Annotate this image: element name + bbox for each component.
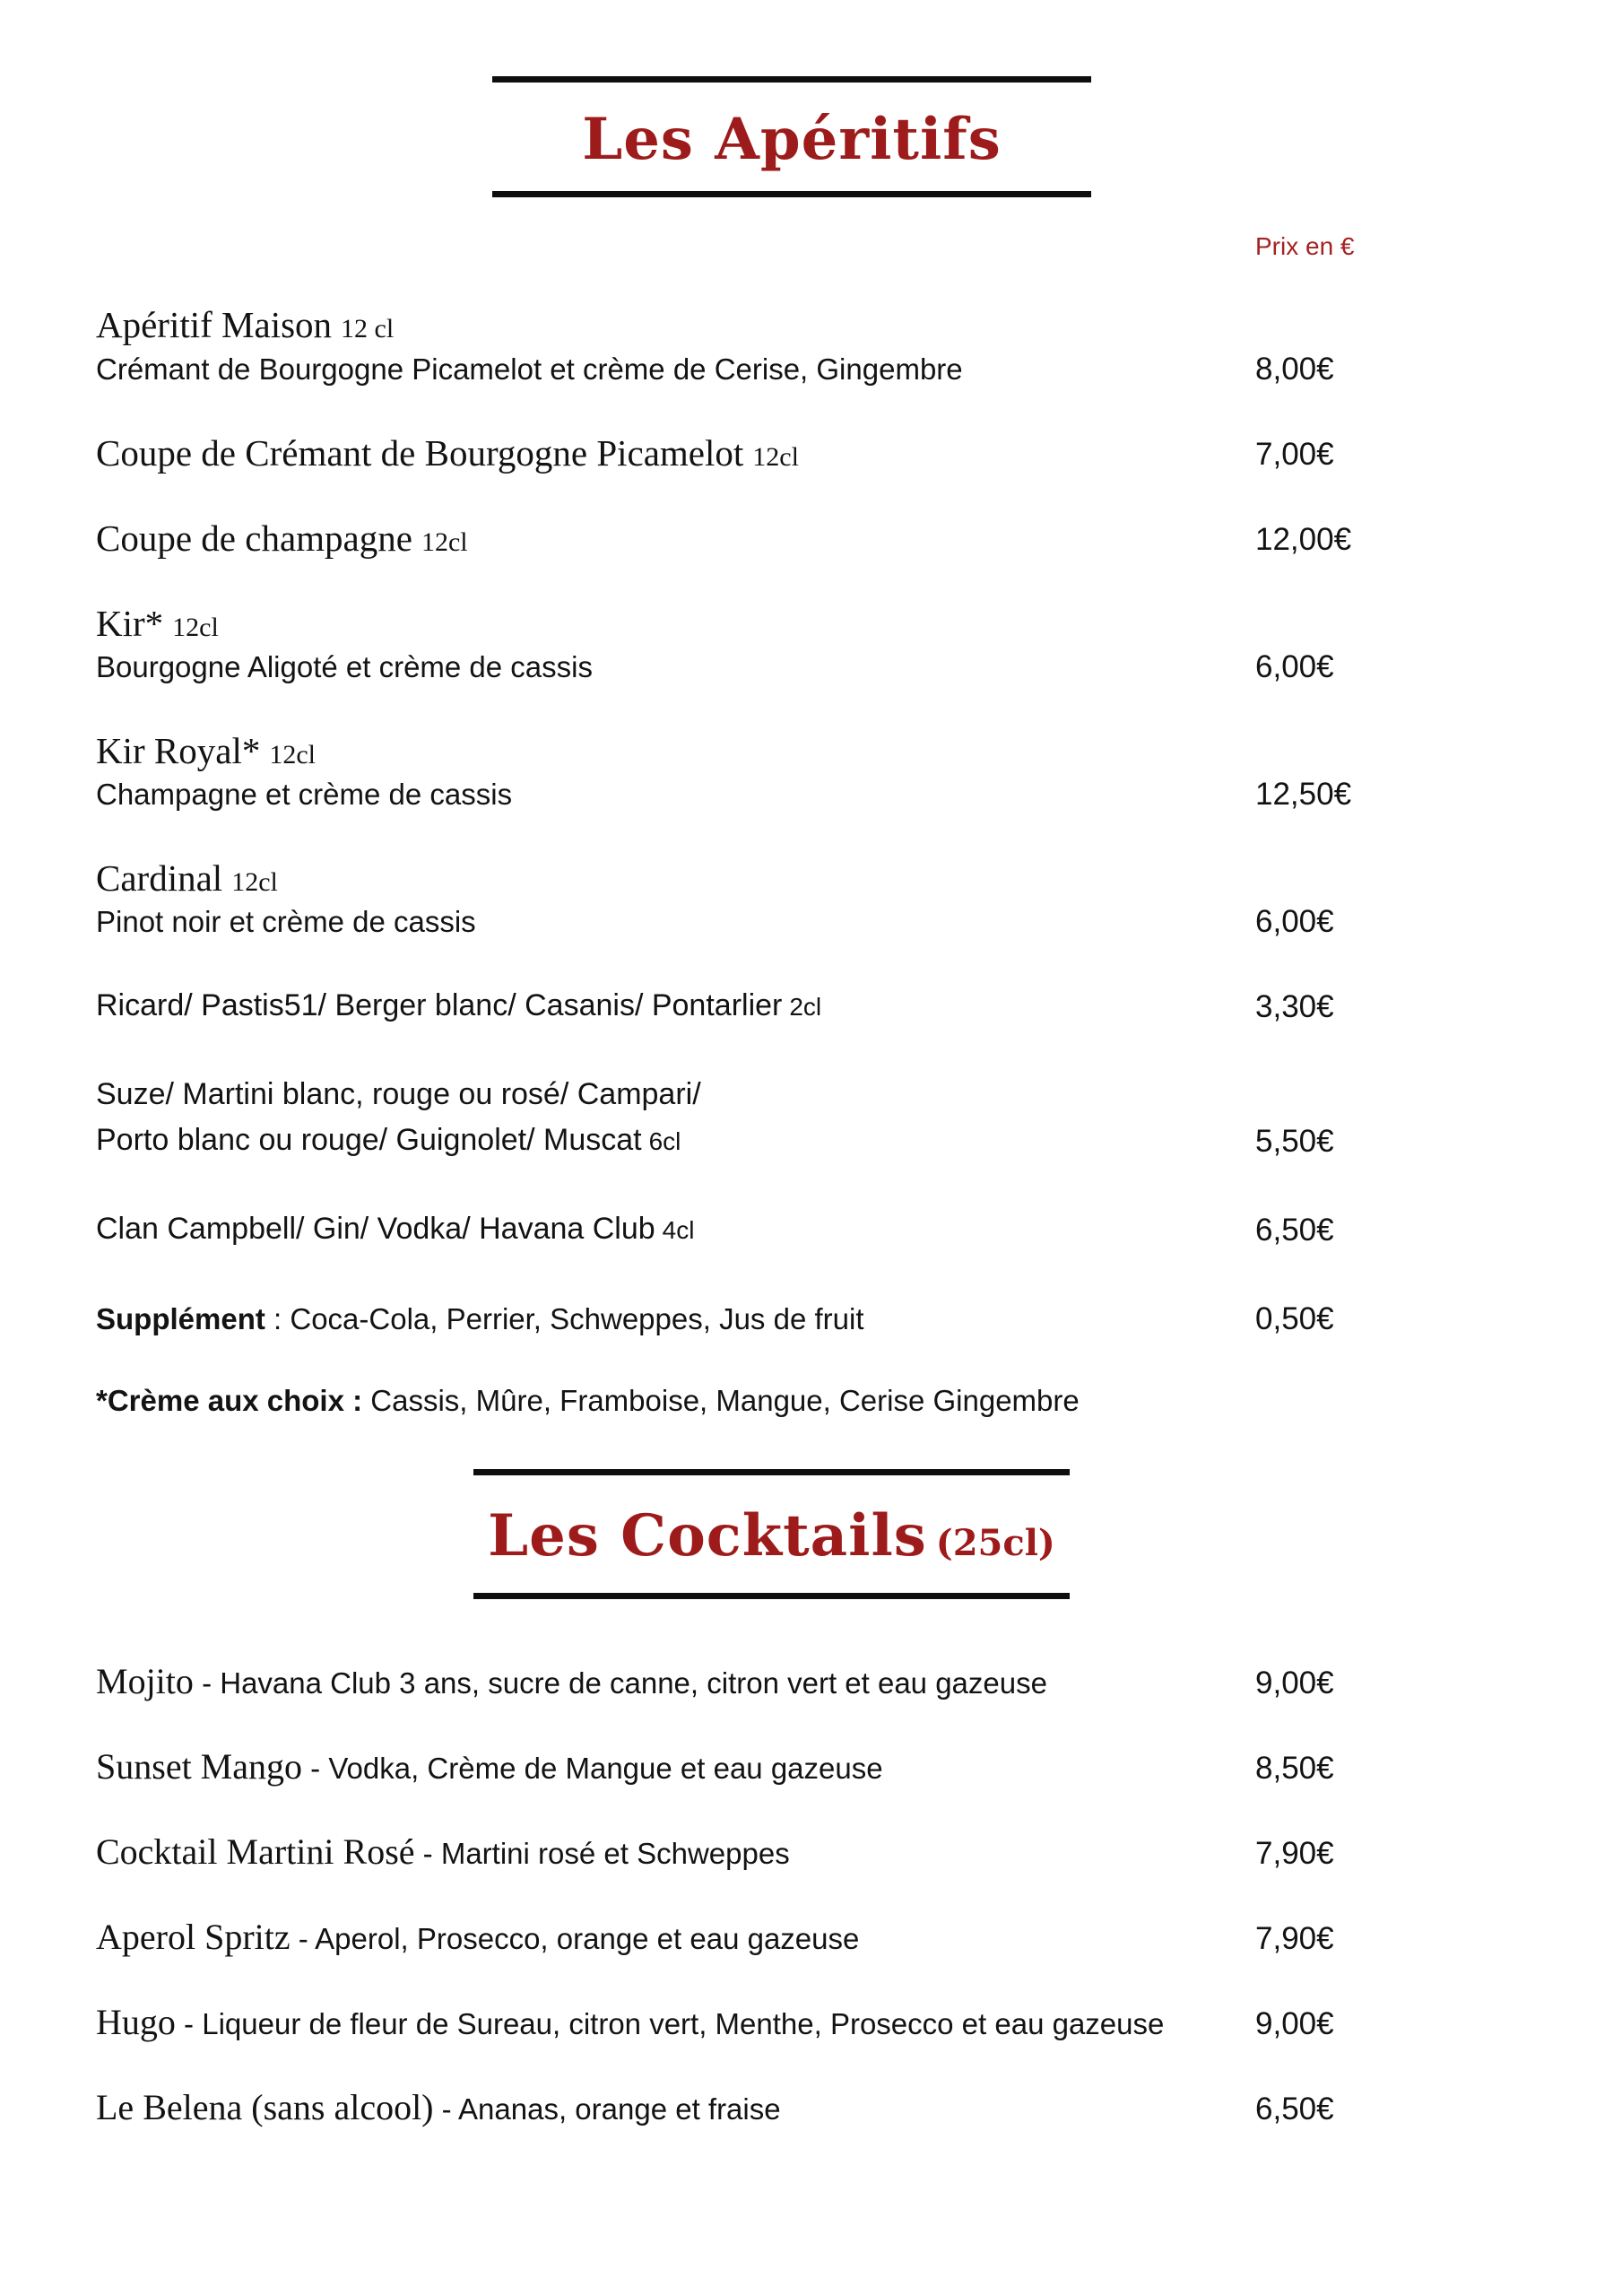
item-le-belena: [96, 2084, 1468, 2131]
item-description: Vodka, Crème de Mangue et eau gazeuse: [328, 1751, 883, 1785]
item-coupe-cremant: [96, 430, 1468, 476]
item-suze-group: [96, 1072, 1468, 1163]
item-description: Champagne et crème de cassis: [96, 778, 513, 812]
item-description: Martini rosé et Schweppes: [440, 1836, 790, 1870]
divider-line-bottom: [473, 1593, 1070, 1599]
item-kir-royal: [96, 728, 1468, 816]
aperitifs-title-wrap: [492, 83, 1091, 191]
item-price: 0,50€: [1255, 1301, 1334, 1337]
creme-label: *Crème aux choix :: [96, 1384, 363, 1418]
item-size: 12cl: [421, 526, 468, 557]
item-size: 12cl: [269, 740, 316, 770]
item-name: Kir Royal*: [96, 730, 261, 772]
item-description: Havana Club 3 ans, sucre de canne, citron vert et eau gazeuse: [220, 1665, 1047, 1700]
cocktails-size-note: (25cl): [935, 1522, 1055, 1565]
separator: -: [302, 1751, 329, 1785]
item-price: 6,50€: [1255, 1213, 1334, 1248]
cocktails-header: [473, 1469, 1070, 1599]
item-size: 12cl: [231, 867, 278, 898]
separator: -: [175, 2006, 203, 2040]
item-kir: [96, 601, 1468, 689]
item-name: Sunset Mango: [96, 1745, 302, 1787]
divider-line-top: [492, 76, 1091, 83]
item-name: Coupe de Crémant de Bourgogne Picamelot: [96, 431, 744, 474]
divider-line-top: [473, 1469, 1070, 1475]
item-price: 7,90€: [1255, 1835, 1334, 1871]
separator: -: [414, 1836, 441, 1870]
price-unit-header: Prix en €: [1255, 231, 1355, 260]
item-sunset-mango: [96, 1744, 1468, 1790]
separator: -: [290, 1921, 316, 1955]
item-size: 12cl: [752, 441, 799, 472]
item-size: 4cl: [662, 1216, 695, 1245]
item-description: Liqueur de fleur de Sureau, citron vert, Menthe, Prosecco et eau gazeuse: [202, 2006, 1165, 2040]
item-coupe-champagne: [96, 516, 1468, 561]
item-name: Hugo: [96, 2001, 176, 2042]
item-description: Crémant de Bourgogne Picamelot et crème de Cerise, Gingembre: [96, 352, 963, 386]
item-description: Bourgogne Aligoté et crème de cassis: [96, 650, 593, 684]
item-price: 7,00€: [1255, 436, 1334, 472]
item-size: 12cl: [172, 613, 219, 642]
item-creme-aux-choix: [96, 1380, 1468, 1422]
item-description: Pinot noir et crème de cassis: [96, 905, 476, 939]
item-price: 8,50€: [1255, 1750, 1334, 1786]
item-pastis-group: [96, 983, 1468, 1029]
item-size: 12 cl: [341, 314, 395, 344]
item-spirits-group: [96, 1206, 1468, 1252]
separator: -: [433, 2092, 459, 2126]
creme-text: Cassis, Mûre, Framboise, Mangue, Cerise Gingembre: [362, 1384, 1080, 1418]
aperitifs-list: [96, 302, 1468, 1422]
item-aperol-spritz: [96, 1914, 1468, 1961]
item-name-line1: Suze/ Martini blanc, rouge ou rosé/ Campari/: [96, 1077, 701, 1112]
item-price: 6,00€: [1255, 649, 1334, 685]
item-hugo: [96, 1999, 1468, 2046]
item-price: 12,50€: [1255, 777, 1352, 813]
supplement-label: Supplément: [96, 1302, 265, 1336]
item-name: Coupe de champagne: [96, 517, 412, 559]
item-cocktail-martini-rose: [96, 1829, 1468, 1875]
item-supplement: [96, 1297, 1468, 1341]
item-mojito: [96, 1658, 1468, 1705]
item-price: 6,00€: [1255, 904, 1334, 940]
cocktails-list: [96, 1658, 1468, 2131]
supplement-text: : Coca-Cola, Perrier, Schweppes, Jus de fruit: [265, 1302, 864, 1336]
divider-line-bottom: [492, 191, 1091, 197]
item-name: Kir*: [96, 603, 164, 644]
item-price: 3,30€: [1255, 989, 1334, 1025]
item-aperitif-maison: [96, 302, 1468, 390]
cocktails-title: Les Cocktails: [488, 1502, 927, 1570]
aperitifs-title: Les Apéritifs: [582, 106, 1002, 173]
item-name: Aperol Spritz: [96, 1916, 291, 1957]
item-price: 9,00€: [1255, 2005, 1334, 2041]
item-size: 6cl: [648, 1127, 681, 1156]
item-name: Le Belena (sans alcool): [96, 2086, 434, 2127]
item-cardinal: [96, 856, 1468, 944]
item-price: 12,00€: [1255, 522, 1352, 557]
item-name: Ricard/ Pastis51/ Berger blanc/ Casanis/ Pontarlier: [96, 988, 783, 1023]
item-name: Cocktail Martini Rosé: [96, 1831, 415, 1872]
separator: -: [193, 1665, 221, 1700]
item-name: Clan Campbell/ Gin/ Vodka/ Havana Club: [96, 1212, 655, 1247]
item-name: Cardinal: [96, 857, 223, 900]
item-price: 9,00€: [1255, 1665, 1334, 1700]
item-name: Apéritif Maison: [96, 304, 333, 346]
item-name-line2: Porto blanc ou rouge/ Guignolet/ Muscat: [96, 1123, 642, 1158]
aperitifs-header: [492, 76, 1091, 197]
item-price: 5,50€: [1255, 1124, 1334, 1160]
item-name: Mojito: [96, 1660, 194, 1701]
item-description: Ananas, orange et fraise: [458, 2092, 781, 2126]
item-price: 6,50€: [1255, 2091, 1334, 2126]
item-description: Aperol, Prosecco, orange et eau gazeuse: [315, 1921, 860, 1955]
cocktails-title-wrap: [473, 1475, 1070, 1593]
item-size: 2cl: [789, 993, 822, 1022]
item-price: 8,00€: [1255, 351, 1334, 387]
item-price: 7,90€: [1255, 1920, 1334, 1956]
